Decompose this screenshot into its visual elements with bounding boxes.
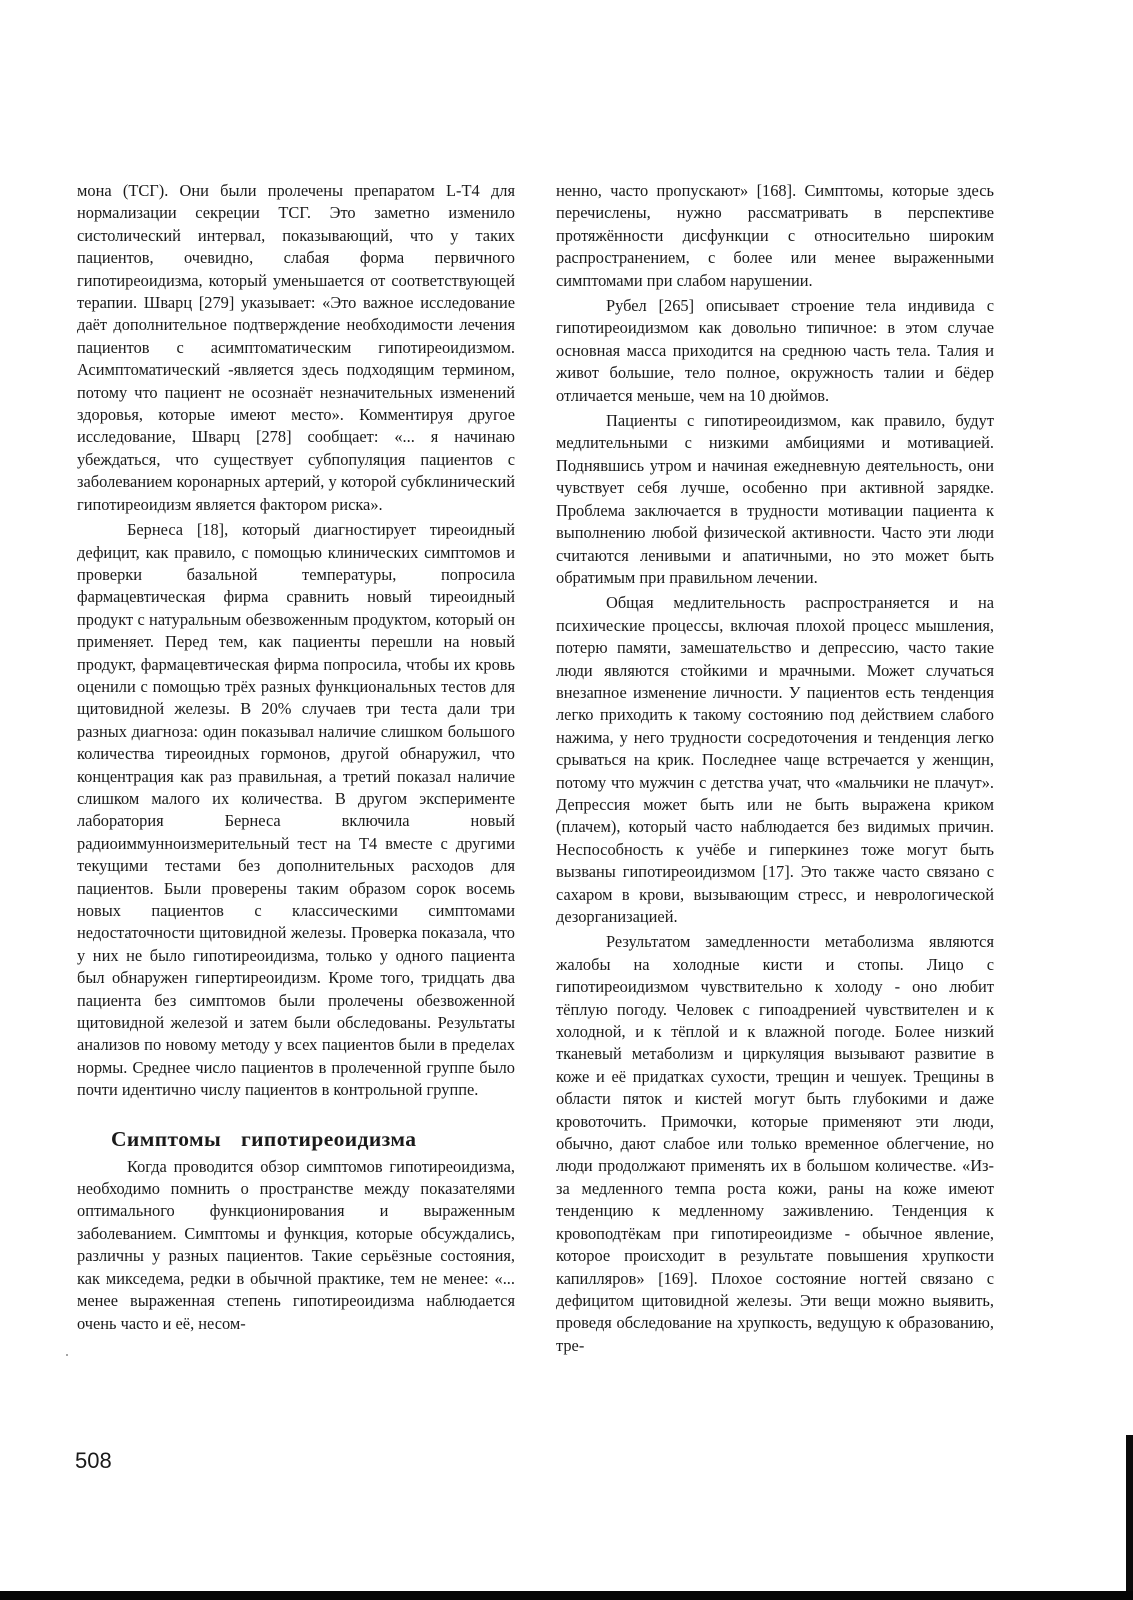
scan-edge-right — [1126, 1435, 1133, 1600]
paragraph: Рубел [265] описывает строение тела индивида с гипотиреоидизмом как довольно типичное: в этом случае основная масса приходится на среднюю часть тела. Талия и живот большие, тело полное, окружность талии и бёдер отличается меньше, чем на 10 дюймов. — [556, 296, 994, 405]
paragraph: Общая медлительность распространяется и на психические процессы, включая плохой процесс мышления, потерю памяти, замешательство и депрессию, часто такие люди являются стойкими и мрачными. Может случаться внезапное изменение личности. У пациентов есть тенденция легко приходить к такому состоянию под действием слабого нажима, у него трудности сосредоточения и тенденция легко срываться на крик. Последнее чаще встречается у женщин, потому что мужчин с детства учат, что «мальчики не плачут». Депрессия может быть или не быть выражена криком (плачем), который часто наблюдается без видимых причин. Неспособность к учёбе и гиперкинез тоже могут быть вызваны гипотиреоидизмом [17]. Это также часто связано с сахаром в крови, вызывающим стресс, и неврологической дезорганизацией. — [556, 593, 994, 926]
right-column — [556, 180, 994, 1360]
page-number: 508 — [75, 1448, 112, 1473]
paragraph: Пациенты с гипотиреоидизмом, как правило, будут медлительными с низкими амбициями и мотивацией. Поднявшись утром и начиная ежедневную деятельность, они чувствует себя лучше, особенно при активной зарядке. Проблема заключается в трудности мотивации пациента к выполнению любой физической активности. Часто эти люди считаются ленивыми и апатичными, но это может быть обратимым при правильном лечении. — [556, 411, 994, 587]
paragraph: Результатом замедленности метаболизма являются жалобы на холодные кисти и стопы. Лицо с гипотиреоидизмом чувствительно к холоду - оно любит тёплую погоду. Человек с гипоадренией чувствителен и к холодной, и к тёплой и к влажной погоде. Более низкий тканевый метаболизм и циркуляция вызывают развитие в коже и её придатках сухости, трещин и чешуек. Трещины в области пяток и кистей могут быть глубокими и даже кровоточить. Примочки, которые применяют эти люди, обычно, дают слабое или только временное облегчение, но люди продолжают применять их в большом количестве. «Из-за медленного темпа роста кожи, раны на коже имеют тенденцию к медленному заживлению. Тенденция к кровоподтёкам при гипотиреоидизме - обычное явление, которое происходит в результате повышения хрупкости капилляров» [169]. Плохое состояние ногтей связано с дефицитом щитовидной железы. Эти вещи можно выявить, проведя обследование на хрупкость, ведущую к образованию, тре- — [556, 932, 994, 1355]
heading-word: Симптомы — [111, 1126, 222, 1151]
scan-edge-bottom — [0, 1591, 1133, 1600]
paragraph: Когда проводится обзор симптомов гипотиреоидизма, необходимо помнить о пространстве между показателями оптимального функционирования и выраженным заболеванием. Симптомы и функция, которые обсуждались, различны у разных пациентов. Такие серьёзные состояния, как микседема, редки в обычной практике, тем не менее: «... менее выраженная степень гипотиреоидизма наблюдается очень часто и её, несом- — [77, 1156, 515, 1333]
left-column — [77, 180, 515, 1338]
section-heading — [111, 1126, 515, 1152]
paragraph: мона (ТСГ). Они были пролечены препаратом L-T4 для нормализации секреции ТСГ. Это заметно изменило систолический интервал, показывающий, что у таких пациентов, очевидно, слабая форма первичного гипотиреоидизма, который уменьшается от соответствующей терапии. Шварц [279] указывает: «Это важное исследование даёт дополнительное подтверждение необходимости лечения пациентов с асимптоматическим гипотиреоидизмом. Асимптоматический -является здесь подходящим термином, потому что пациент не осознаёт незначительных изменений здоровья, которые имеют место». Комментируя другое исследование, Шварц [278] сообщает: «... я начинаю убеждаться, что существует субпопуляция пациентов с заболеванием коронарных артерий, у которой субклинический гипотиреоидизм является фактором риска». — [77, 181, 515, 514]
scan-speck — [66, 1354, 68, 1356]
paragraph: ненно, часто пропускают» [168]. Симптомы, которые здесь перечислены, нужно рассматривать в перспективе протяжённости дисфункции с относительно широким распространением, с более или менее выраженными симптомами при слабом нарушении. — [556, 181, 994, 290]
paragraph: Бернеса [18], который диагностирует тиреоидный дефицит, как правило, с помощью клинических симптомов и проверки базальной температуры, попросила фармацевтическая фирма сравнить новый тиреоидный продукт с натуральным обезвоженным продуктом, который он применяет. Перед тем, как пациенты перешли на новый продукт, фармацевтическая фирма попросила, чтобы их кровь оценили с помощью трёх разных функциональных тестов для щитовидной железы. В 20% случаев три теста дали три разных диагноза: один показывал наличие слишком большого количества тиреоидных гормонов, другой обнаружил, что концентрация как раз правильная, а третий показал наличие слишком малого их количества. В другом эксперименте лаборатория Бернеса включила новый радиоиммунноизмерительный тест на Т4 вместе с другими текущими тестами без дополнительных расходов для пациентов. Были проверены таким образом сорок восемь новых пациентов с классическими симптомами недостаточности щитовидной железы. Проверка показала, что у них не было гипотиреоидизма, только у одного пациента был обнаружен гипертиреоидизм. Кроме того, тридцать два пациента без симптомов были пролечены обезвоженной щитовидной железой и затем были обследованы. Результаты анализов по новому методу у всех пациентов были в пределах нормы. Среднее число пациентов в пролеченной группе было почти идентично числу пациентов в контрольной группе. — [77, 520, 515, 1100]
heading-word: гипотиреоидизма — [240, 1126, 417, 1151]
